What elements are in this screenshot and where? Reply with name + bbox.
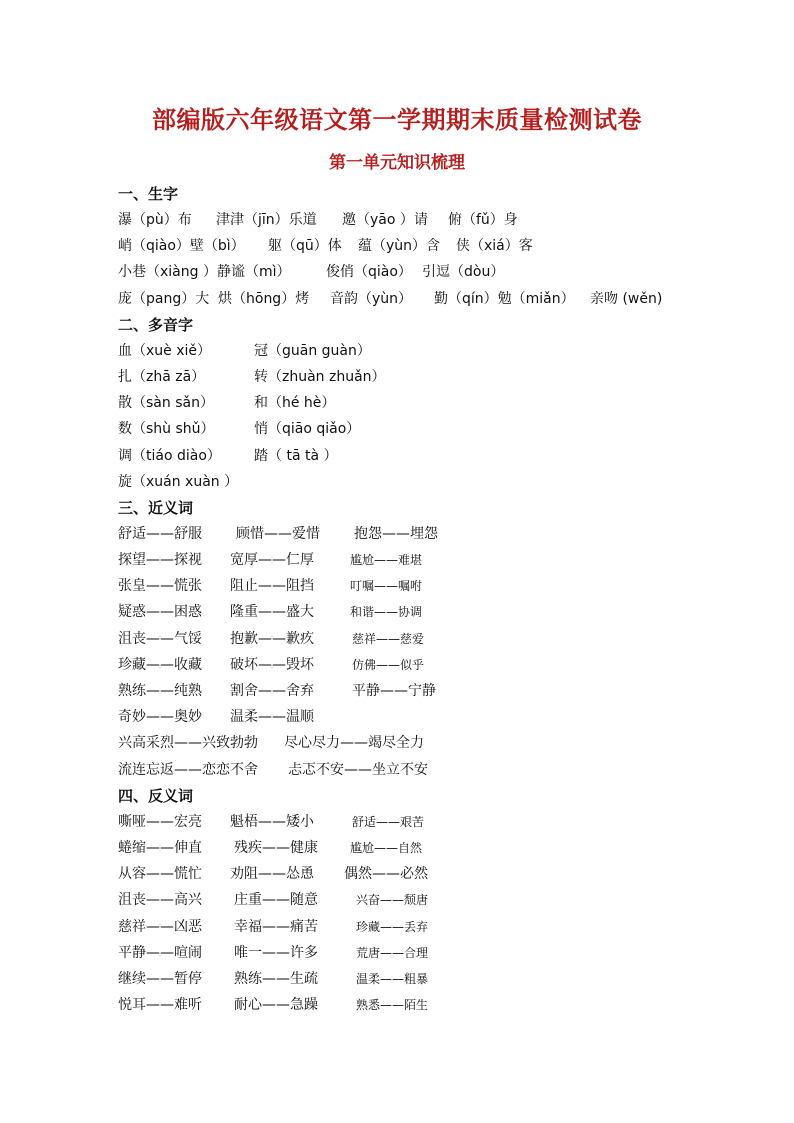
list-item: [118, 887, 718, 913]
entry: 舒适——舒服: [118, 525, 202, 542]
list-item: [118, 861, 718, 887]
entry: 阻止——阻挡: [230, 578, 314, 595]
entry: 勤（qín）勉（miǎn）: [434, 290, 575, 307]
section-heading-shengzi: 一、生字: [118, 185, 179, 203]
list-item: [118, 966, 718, 992]
entry: 抱怨——埋怨: [354, 525, 438, 542]
content: [118, 181, 718, 1018]
entry: 舒适——艰苦: [352, 814, 425, 829]
entry: 破坏——毁坏: [230, 656, 314, 673]
entry: 嘶哑——宏亮: [118, 813, 202, 830]
entry: 兴高采烈——兴致勃勃: [118, 735, 258, 752]
list-item: [118, 678, 718, 704]
list-item: [118, 599, 718, 625]
entry: 悦耳——难听: [118, 997, 202, 1014]
entry: 瀑（pù）布: [118, 212, 192, 228]
list-item: [118, 338, 718, 364]
shengzi-list: [118, 207, 718, 312]
entry: 和谐——协调: [350, 605, 423, 620]
entry: 偶然——必然: [344, 866, 428, 883]
list-item: [118, 416, 718, 442]
entry: 熟悉——陌生: [356, 998, 429, 1013]
entry: 踏（ tā tà ）: [254, 447, 338, 464]
entry: 割舍——舍弃: [230, 683, 314, 699]
entry: 转（zhuàn zhuǎn）: [254, 368, 386, 385]
entry: 耐心——急躁: [234, 997, 318, 1014]
entry: 忐忑不安——坐立不安: [288, 761, 428, 778]
list-item: [118, 547, 718, 573]
list-item: [118, 652, 718, 678]
entry: 小巷（xiàng ）静谧（mì）: [118, 264, 291, 281]
page-subtitle: 第一单元知识梳理: [329, 153, 465, 173]
entry: 疑惑——困惑: [118, 604, 202, 621]
entry: 熟练——纯熟: [118, 683, 202, 699]
entry: 隆重——盛大: [230, 604, 314, 621]
entry: 荒唐——合理: [356, 945, 429, 960]
entry: 仿佛——似乎: [352, 657, 425, 672]
list-item: [118, 940, 718, 966]
fanyi-list: [118, 809, 718, 1019]
entry: 温柔——温顺: [230, 709, 314, 726]
entry: 继续——暂停: [118, 970, 202, 987]
entry: 音韵（yùn）: [330, 290, 413, 307]
duoyin-list: [118, 338, 718, 495]
entry: 峭（qiào）壁（bì）: [118, 238, 245, 255]
entry: 宽厚——仁厚: [230, 552, 314, 569]
entry: 劝阻——怂恿: [230, 866, 314, 883]
entry: 和（hé hè）: [254, 395, 336, 412]
entry: 慈祥——慈爱: [352, 631, 425, 646]
entry: 旋（xuán xuàn ）: [118, 473, 239, 490]
entry: 叮嘱——嘱咐: [350, 579, 423, 594]
list-item: [118, 233, 718, 259]
section-heading-fanyi: 四、反义词: [118, 786, 194, 805]
entry: 血（xuè xiě）: [118, 342, 212, 359]
entry: 探望——探视: [118, 552, 202, 569]
entry: 尽心尽力——竭尽全力: [284, 735, 424, 752]
section-heading-jinyi: 三、近义词: [118, 498, 194, 517]
entry: 抱歉——歉疚: [230, 630, 314, 647]
list-item: [118, 390, 718, 416]
entry: 调（tiáo diào）: [118, 447, 221, 464]
list-item: [118, 992, 718, 1018]
entry: 残疾——健康: [234, 839, 318, 856]
entry: 庞（pang）大: [118, 290, 210, 307]
entry: 珍藏——丢弃: [356, 919, 429, 934]
entry: 散（sàn sǎn）: [118, 395, 214, 412]
list-item: [118, 443, 718, 469]
list-item: [118, 730, 718, 756]
entry: 慈祥——凶恶: [118, 918, 202, 935]
entry: 幸福——痛苦: [234, 918, 318, 935]
jinyi-list: [118, 521, 718, 783]
entry: 庄重——随意: [234, 892, 318, 909]
entry: 数（shù shǔ）: [118, 421, 215, 438]
entry: 烘（hōng）烤: [218, 290, 310, 307]
list-item: [118, 835, 718, 861]
list-item: [118, 469, 718, 495]
entry: 从容——慌忙: [118, 866, 202, 883]
entry: 俊俏（qiào）: [326, 264, 412, 281]
entry: 引逗（dòu）: [422, 264, 505, 281]
list-item: [118, 259, 718, 285]
entry: 亲吻 (wěn): [590, 290, 663, 307]
entry: 扎（zhā zā）: [118, 368, 206, 385]
entry: 熟练——生疏: [234, 970, 318, 987]
section-heading-duoyin: 二、多音字: [118, 315, 194, 334]
entry: 津津（jīn）乐道: [216, 212, 317, 228]
list-item: [118, 573, 718, 599]
list-item: [118, 704, 718, 730]
entry: 尴尬——自然: [350, 840, 423, 855]
list-item: [118, 914, 718, 940]
entry: 平静——宁静: [352, 683, 436, 699]
entry: 沮丧——高兴: [118, 892, 202, 909]
page-title: 部编版六年级语文第一学期期末质量检测试卷: [152, 106, 642, 134]
list-item: [118, 757, 718, 783]
entry: 邀（yāo ）请: [342, 212, 428, 228]
entry: 顾惜——爱惜: [236, 525, 320, 542]
entry: 沮丧——气馁: [118, 630, 202, 647]
entry: 躯（qū）体: [268, 238, 342, 255]
list-item: [118, 364, 718, 390]
entry: 尴尬——难堪: [350, 553, 423, 568]
list-item: [118, 809, 718, 835]
entry: 张皇——慌张: [118, 578, 202, 595]
entry: 俯（fǔ）身: [448, 212, 518, 228]
entry: 魁梧——矮小: [230, 813, 314, 830]
entry: 兴奋——颓唐: [356, 893, 429, 908]
list-item: [118, 286, 718, 312]
entry: 蜷缩——伸直: [118, 839, 202, 856]
entry: 温柔——粗暴: [356, 971, 429, 986]
entry: 侠（xiá）客: [456, 238, 533, 255]
entry: 冠（guān guàn）: [254, 342, 371, 359]
list-item: [118, 521, 718, 547]
entry: 悄（qiāo qiǎo）: [254, 421, 361, 438]
list-item: [118, 207, 718, 233]
entry: 蕴（yùn）含: [358, 238, 441, 255]
entry: 奇妙——奥妙: [118, 709, 202, 726]
entry: 唯一——许多: [234, 944, 318, 961]
entry: 平静——喧闹: [118, 944, 202, 961]
entry: 珍藏——收藏: [118, 656, 202, 673]
entry: 流连忘返——恋恋不舍: [118, 761, 258, 778]
list-item: [118, 626, 718, 652]
